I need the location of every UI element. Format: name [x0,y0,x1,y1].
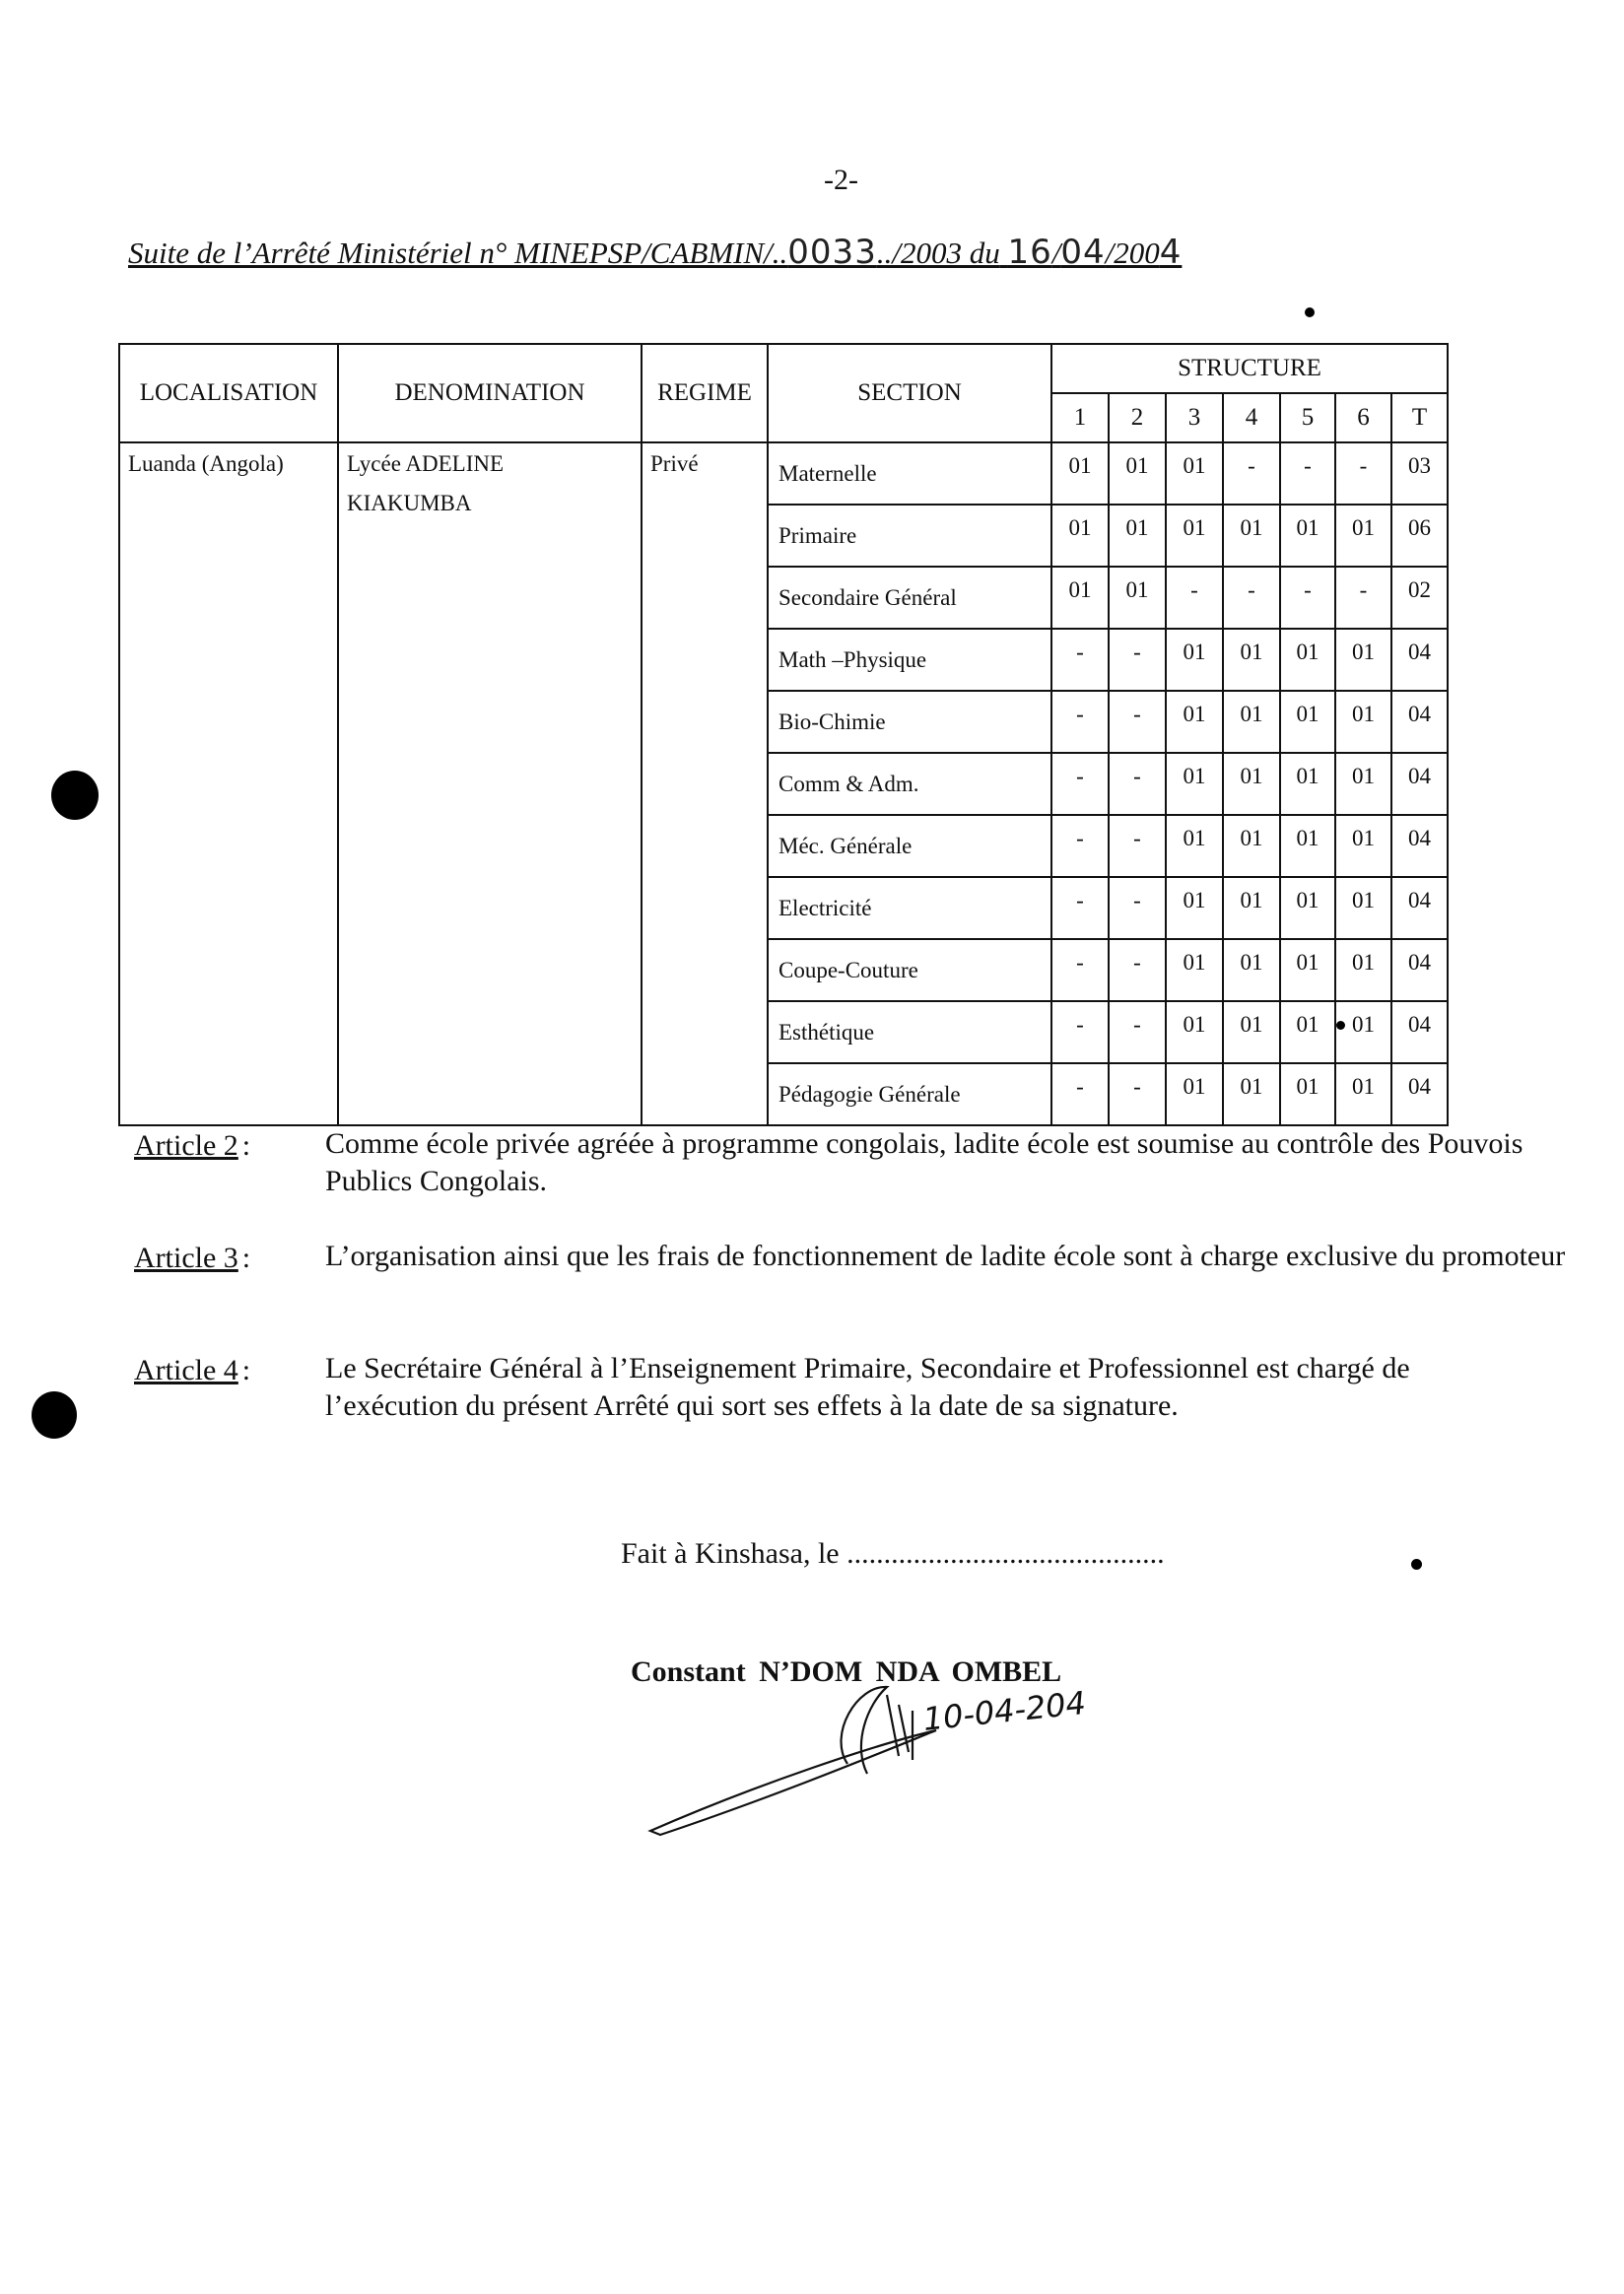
scan-speck [1305,307,1315,317]
denomination-cell [338,442,642,1125]
section-cell: Secondaire Général [768,567,1051,629]
structure-cell: 01 [1223,691,1280,753]
structure-col-1: 1 [1051,393,1109,442]
structure-cell: 01 [1166,877,1223,939]
section-cell: Comm & Adm. [768,753,1051,815]
header-structure: STRUCTURE [1051,344,1448,393]
structure-cell: - [1280,442,1335,505]
signatory-name: Constant N’DOM NDA OMBEL [631,1655,1062,1688]
article-text: L’organisation ainsi que les frais de fonctionnement de ladite école sont à charge exclusive du promoteur [325,1240,1566,1272]
structure-cell: - [1223,442,1280,505]
structure-cell: 01 [1166,691,1223,753]
structure-cell: 01 [1223,1001,1280,1063]
structure-cell: 01 [1223,939,1280,1001]
section-cell: Esthétique [768,1001,1051,1063]
structure-cell: 01 [1223,505,1280,567]
article-label: Article 2 [134,1129,238,1162]
structure-cell: 01 [1280,1063,1335,1125]
article-3 [134,1242,250,1275]
section-cell: Bio-Chimie [768,691,1051,753]
structure-cell: 01 [1335,505,1391,567]
handwritten-signature [641,1665,1094,1848]
total-cell: 04 [1391,753,1448,815]
structure-cell: 01 [1109,567,1166,629]
structure-cell: 01 [1166,753,1223,815]
total-cell: 04 [1391,939,1448,1001]
total-cell: 02 [1391,567,1448,629]
structure-cell: 01 [1280,1001,1335,1063]
structure-cell: - [1223,567,1280,629]
structure-cell: 01 [1280,629,1335,691]
structure-col-3: 3 [1166,393,1223,442]
article-text: Le Secrétaire Général à l’Enseignement Primaire, Secondaire et Professionnel est chargé de l’exécution du présent Arrêté qui sort ses effets à la date de sa signature. [325,1352,1410,1422]
scan-speck [1336,1021,1345,1030]
structure-cell: - [1109,691,1166,753]
structure-table [118,343,1449,1126]
structure-cell: 01 [1223,815,1280,877]
structure-cell: - [1109,1063,1166,1125]
structure-col-5: 5 [1280,393,1335,442]
structure-col-total: T [1391,393,1448,442]
structure-cell: 01 [1109,442,1166,505]
structure-cell: 01 [1335,1063,1391,1125]
header-regime: REGIME [642,344,768,442]
structure-cell: 01 [1223,753,1280,815]
decree-prefix: Suite de l’Arrêté Ministériel n° MINEPSP/CABMIN/.. [128,236,788,270]
structure-cell: 01 [1166,442,1223,505]
scan-speck [1411,1559,1422,1570]
scan-punch-hole [32,1391,77,1439]
header-localisation: LOCALISATION [119,344,338,442]
total-cell: 04 [1391,815,1448,877]
structure-cell: 01 [1166,1063,1223,1125]
scan-punch-hole [51,771,99,820]
structure-cell: 01 [1166,505,1223,567]
article-colon: : [241,1129,251,1162]
localisation-cell: Luanda (Angola) [119,442,338,1125]
structure-cell: - [1280,567,1335,629]
structure-cell: 01 [1223,629,1280,691]
structure-cell: - [1051,691,1109,753]
article-2 [134,1129,250,1163]
structure-cell: 01 [1166,1001,1223,1063]
structure-cell: 01 [1280,753,1335,815]
total-cell: 04 [1391,629,1448,691]
total-cell: 04 [1391,691,1448,753]
structure-cell: 01 [1051,442,1109,505]
structure-cell: - [1051,815,1109,877]
structure-cell: - [1109,877,1166,939]
denomination-line: KIAKUMBA [347,491,472,515]
header-denomination: DENOMINATION [338,344,642,442]
signature-date: 10-04-204 [920,1683,1088,1738]
header-section: SECTION [768,344,1051,442]
structure-cell: - [1109,1001,1166,1063]
page-number: -2- [824,164,858,196]
article-text: Comme école privée agréée à programme congolais, ladite école est soumise au contrôle des Pouvois Publics Congolais. [325,1127,1523,1197]
article-4 [134,1354,250,1387]
handwritten-decree-number: 0033 [787,233,877,272]
structure-cell: - [1335,567,1391,629]
total-cell: 06 [1391,505,1448,567]
structure-col-2: 2 [1109,393,1166,442]
structure-cell: - [1109,753,1166,815]
structure-cell: - [1051,939,1109,1001]
handwritten-year-digit: 4 [1159,233,1183,272]
section-cell: Primaire [768,505,1051,567]
structure-cell: 01 [1166,629,1223,691]
structure-cell: 01 [1051,567,1109,629]
structure-cell: 01 [1335,877,1391,939]
total-cell: 04 [1391,877,1448,939]
article-label: Article 4 [134,1354,238,1386]
section-cell: Electricité [768,877,1051,939]
structure-cell: - [1109,815,1166,877]
place-date-line: Fait à Kinshasa, le ........................................... [621,1537,1165,1570]
section-cell: Maternelle [768,442,1051,505]
structure-cell: 01 [1335,1001,1391,1063]
structure-cell: - [1166,567,1223,629]
year-prefix: /200 [1105,236,1160,270]
table-row [119,442,1448,505]
handwritten-month: 04 [1060,233,1106,272]
structure-cell: 01 [1109,505,1166,567]
structure-cell: - [1051,1063,1109,1125]
structure-cell: 01 [1280,815,1335,877]
structure-cell: 01 [1335,629,1391,691]
structure-cell: 01 [1335,939,1391,1001]
decree-reference: Suite de l’Arrêté Ministériel n° MINEPSP/CABMIN/..0033../2003 du 16/04/2004 [128,233,1183,272]
structure-cell: 01 [1335,815,1391,877]
denomination-line: Lycée ADELINE [347,451,505,476]
structure-cell: - [1335,442,1391,505]
structure-cell: - [1051,629,1109,691]
structure-cell: 01 [1223,1063,1280,1125]
structure-cell: 01 [1166,815,1223,877]
total-cell: 04 [1391,1001,1448,1063]
structure-cell: - [1051,753,1109,815]
structure-cell: 01 [1335,691,1391,753]
signature-drawing [641,1665,1094,1843]
structure-cell: 01 [1280,939,1335,1001]
structure-cell: 01 [1335,753,1391,815]
total-cell: 04 [1391,1063,1448,1125]
structure-cell: - [1109,629,1166,691]
structure-cell: - [1051,877,1109,939]
decree-middle: ../2003 du [876,236,1000,270]
section-cell: Pédagogie Générale [768,1063,1051,1125]
structure-cell: 01 [1280,505,1335,567]
article-colon: : [241,1354,251,1386]
structure-cell: 01 [1280,877,1335,939]
structure-cell: 01 [1280,691,1335,753]
article-label: Article 3 [134,1242,238,1274]
structure-cell: 01 [1223,877,1280,939]
structure-cell: - [1051,1001,1109,1063]
structure-col-4: 4 [1223,393,1280,442]
section-cell: Méc. Générale [768,815,1051,877]
section-cell: Math –Physique [768,629,1051,691]
structure-cell: 01 [1166,939,1223,1001]
structure-cell: - [1109,939,1166,1001]
handwritten-day: 16 [1007,233,1052,272]
structure-cell: 01 [1051,505,1109,567]
article-colon: : [241,1242,251,1274]
structure-col-6: 6 [1335,393,1391,442]
total-cell: 03 [1391,442,1448,505]
section-cell: Coupe-Couture [768,939,1051,1001]
regime-cell: Privé [642,442,768,1125]
